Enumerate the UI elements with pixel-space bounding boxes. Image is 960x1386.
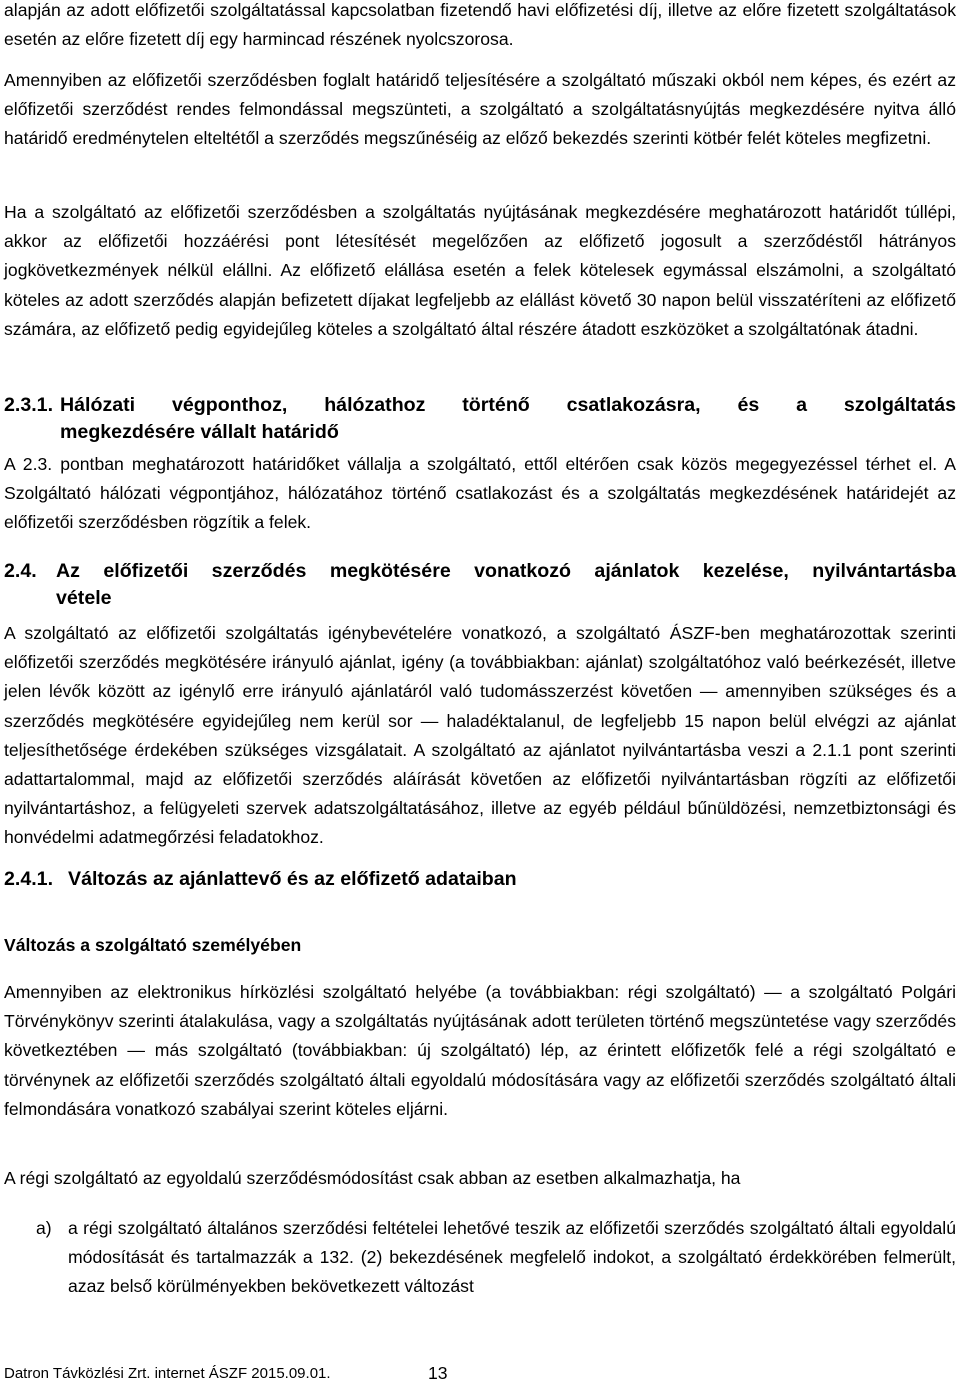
section-title-line1: Az előfizetői szerződés megkötésére vonatkozó ajánlatok kezelése, nyilvántartásba bbox=[56, 560, 956, 582]
paragraph-deadline-exceeded: Ha a szolgáltató az előfizetői szerződésben a szolgáltatás nyújtásának megkezdésére meghatározott határidőt túllépi, akkor az előfizetői hozzáérési pont létesítését megelőzően az előfizető jogosult a szerződéstől hátrányos jogkövetkezmények nélkül elállni. Az előfizető elállása esetén a felek kötelesek egymással elszámolni, a szolgáltató köteles az adott szerződés alapján befizetett díjakat legfeljebb az elállást követő 30 napon belül visszatéríteni az előfizető számára, az előfizető pedig egyidejűleg köteles a szolgáltató által részére átadott eszközöket a szolgáltatónak átadni. bbox=[4, 202, 956, 339]
section-number: 2.4.1. bbox=[4, 868, 54, 890]
paragraph-unilateral-modification: A régi szolgáltató az egyoldalú szerződésmódosítást csak abban az esetben alkalmazhatja, ha bbox=[4, 1168, 741, 1188]
section-title-line1: Hálózati végponthoz, hálózathoz történő csatlakozásra, és a szolgáltatás bbox=[60, 394, 956, 416]
paragraph-kotber-amount: alapján az adott előfizetői szolgáltatással kapcsolatban fizetendő havi előfizetési díj, illetve az előre fizetett szolgáltatások esetén az előre fizetett díj egy harmincad részének nyolcszorosa. bbox=[4, 0, 956, 50]
list-item-text: a régi szolgáltató általános szerződési feltételei lehetővé teszik az előfizetői szerződés szolgáltató általi egyoldalú módosítását és tartalmazzák a 132. (2) bekezdésének megfelelő indokot, a szolgáltató érdekkörében felmerült, azaz belső körülményekben bekövetkezett változást bbox=[68, 1218, 956, 1297]
subheading-provider-change: Változás a szolgáltató személyében bbox=[4, 935, 302, 955]
section-heading-2-4-1 bbox=[4, 866, 956, 893]
footer-text: Datron Távközlési Zrt. internet ÁSZF 2015.09.01. bbox=[4, 1365, 331, 1382]
paragraph-deadlines: A 2.3. pontban meghatározott határidőket vállalja a szolgáltató, ettől eltérően csak közös megegyezéssel térhet el. A Szolgáltató hálózati végpontjához, hálózatához történő csatlakozást és a szolgáltatás megkezdésének határidejét az előfizetői szerződésben rögzítik a felek. bbox=[4, 454, 956, 533]
section-title: Változás az ajánlattevő és az előfizető adataiban bbox=[68, 868, 517, 890]
paragraph-offer-handling: A szolgáltató az előfizetői szolgáltatás igénybevételére vonatkozó, a szolgáltató ÁSZF-ben meghatározottak szerinti előfizetői szerződés megkötésére irányuló ajánlat, igény (a továbbiakban: ajánlat) szolgáltatóhoz való beérkezését, illetve jelen lévők között az igénylő erre irányuló ajánlatáról való tudomásszerzést követően ― amennyiben szükséges és a szerződés megkötésére egyidejűleg nem kerül sor ― haladéktalanul, de legfeljebb 15 napon belül elvégzi az ajánlat teljesíthetősége érdekében szükséges vizsgálatait. A szolgáltató az ajánlatot nyilvántartásba veszi a 2.1.1 pont szerinti adattartalommal, majd az előfizetői szerződés aláírását követően az előfizetői nyilvántartásban rögzíti az előfizetői nyilvántartáshoz, a felügyeleti szervek adatszolgáltatásához, illetve az egyéb például bűnüldözési, nemzetbiztonsági és honvédelmi adatmegőrzési feladatokhoz. bbox=[4, 623, 956, 848]
list-item bbox=[4, 1214, 956, 1302]
section-title bbox=[60, 392, 956, 445]
section-number: 2.3.1. bbox=[4, 394, 54, 416]
paragraph-provider-change: Amennyiben az elektronikus hírközlési szolgáltató helyébe (a továbbiakban: régi szolgáltató) ― a szolgáltató Polgári Törvénykönyv szerinti átalakulása, vagy a szolgáltatás nyújtásának adott területen történő megszüntetése vagy szerződés következtében ― más szolgáltató (továbbiakban: új szolgáltató) lép, az érintett előfizetők felé a régi szolgáltató e törvénynek az előfizetői szerződés szolgáltató általi egyoldalú módosítására vagy az előfizetői szerződés szolgáltató általi felmondására vonatkozó szabályai szerint köteles eljárni. bbox=[4, 982, 956, 1119]
section-title-line2: vétele bbox=[56, 586, 112, 609]
list-marker: a) bbox=[36, 1218, 52, 1238]
section-heading-2-3-1 bbox=[4, 392, 956, 445]
paragraph-technical-termination: Amennyiben az előfizetői szerződésben foglalt határidő teljesítésére a szolgáltató műszaki okból nem képes, és ezért az előfizetői szerződést rendes felmondással megszünteti, a szolgáltató a szolgáltatásnyújtás megkezdésére nyitva álló határidő eredménytelen elteltétől a szerződés megszűnéséig az előző bekezdés szerinti kötbér felét köteles megfizetni. bbox=[4, 70, 956, 149]
page-number: 13 bbox=[428, 1363, 448, 1383]
section-title bbox=[56, 558, 956, 611]
section-title-line2: megkezdésére vállalt határidő bbox=[60, 420, 339, 443]
section-number: 2.4. bbox=[4, 560, 37, 582]
section-heading-2-4 bbox=[4, 558, 956, 611]
